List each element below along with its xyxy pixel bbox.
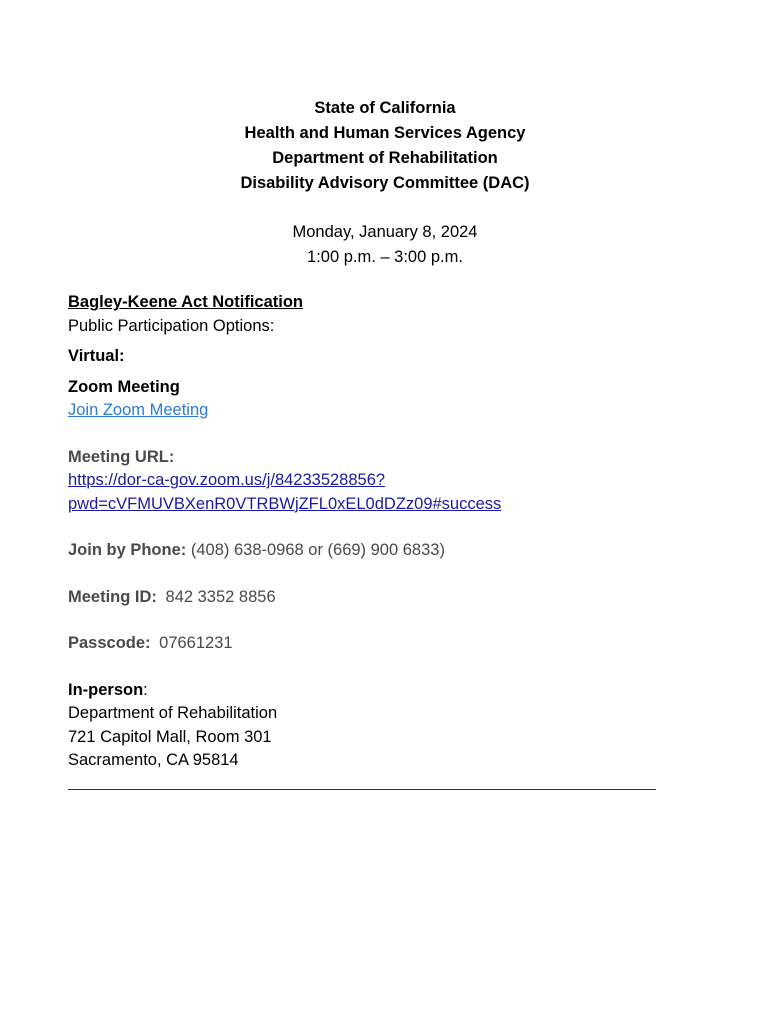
document-body xyxy=(68,291,688,773)
passcode-row xyxy=(68,632,688,656)
meeting-url-link-line2[interactable]: pwd=cVFMUVBXenR0VTRBWjZFL0xEL0dDZz09#success xyxy=(68,494,502,513)
phone-value: (408) 638-0968 or (669) 900 6833) xyxy=(190,541,445,559)
meeting-url-label: Meeting URL: xyxy=(68,447,175,466)
phone-label: Join by Phone: xyxy=(68,541,187,559)
participation-options: Public Participation Options: xyxy=(68,316,275,335)
header-committee: Disability Advisory Committee (DAC) xyxy=(240,174,530,192)
virtual-label: Virtual: xyxy=(68,347,125,365)
passcode-label: Passcode: xyxy=(68,634,151,652)
document-header xyxy=(68,96,702,270)
address-line3: Sacramento, CA 95814 xyxy=(68,751,239,769)
meeting-id-row xyxy=(68,586,688,610)
join-zoom-link[interactable]: Join Zoom Meeting xyxy=(68,401,209,419)
meeting-url-link-line1[interactable]: https://dor-ca-gov.zoom.us/j/84233528856? xyxy=(68,471,386,489)
horizontal-rule xyxy=(68,789,656,790)
meeting-id-label: Meeting ID: xyxy=(68,587,157,606)
meeting-id-value: 842 3352 8856 xyxy=(165,587,276,606)
address-line1: Department of Rehabilitation xyxy=(68,704,278,722)
meeting-time: 1:00 p.m. – 3:00 p.m. xyxy=(307,248,463,266)
meeting-datetime xyxy=(68,220,702,270)
in-person-colon: : xyxy=(143,680,148,699)
notice-heading: Bagley-Keene Act Notification xyxy=(68,293,304,311)
header-department: Department of Rehabilitation xyxy=(272,149,498,167)
passcode-value: 07661231 xyxy=(159,634,233,652)
join-by-phone xyxy=(68,539,688,563)
in-person-heading xyxy=(68,679,688,703)
header-state: State of California xyxy=(314,99,456,117)
in-person-label: In-person xyxy=(68,680,144,699)
meeting-date: Monday, January 8, 2024 xyxy=(292,223,478,241)
address-line2: 721 Capitol Mall, Room 301 xyxy=(68,727,272,746)
zoom-meeting-heading: Zoom Meeting xyxy=(68,377,180,396)
header-agency: Health and Human Services Agency xyxy=(244,124,526,142)
